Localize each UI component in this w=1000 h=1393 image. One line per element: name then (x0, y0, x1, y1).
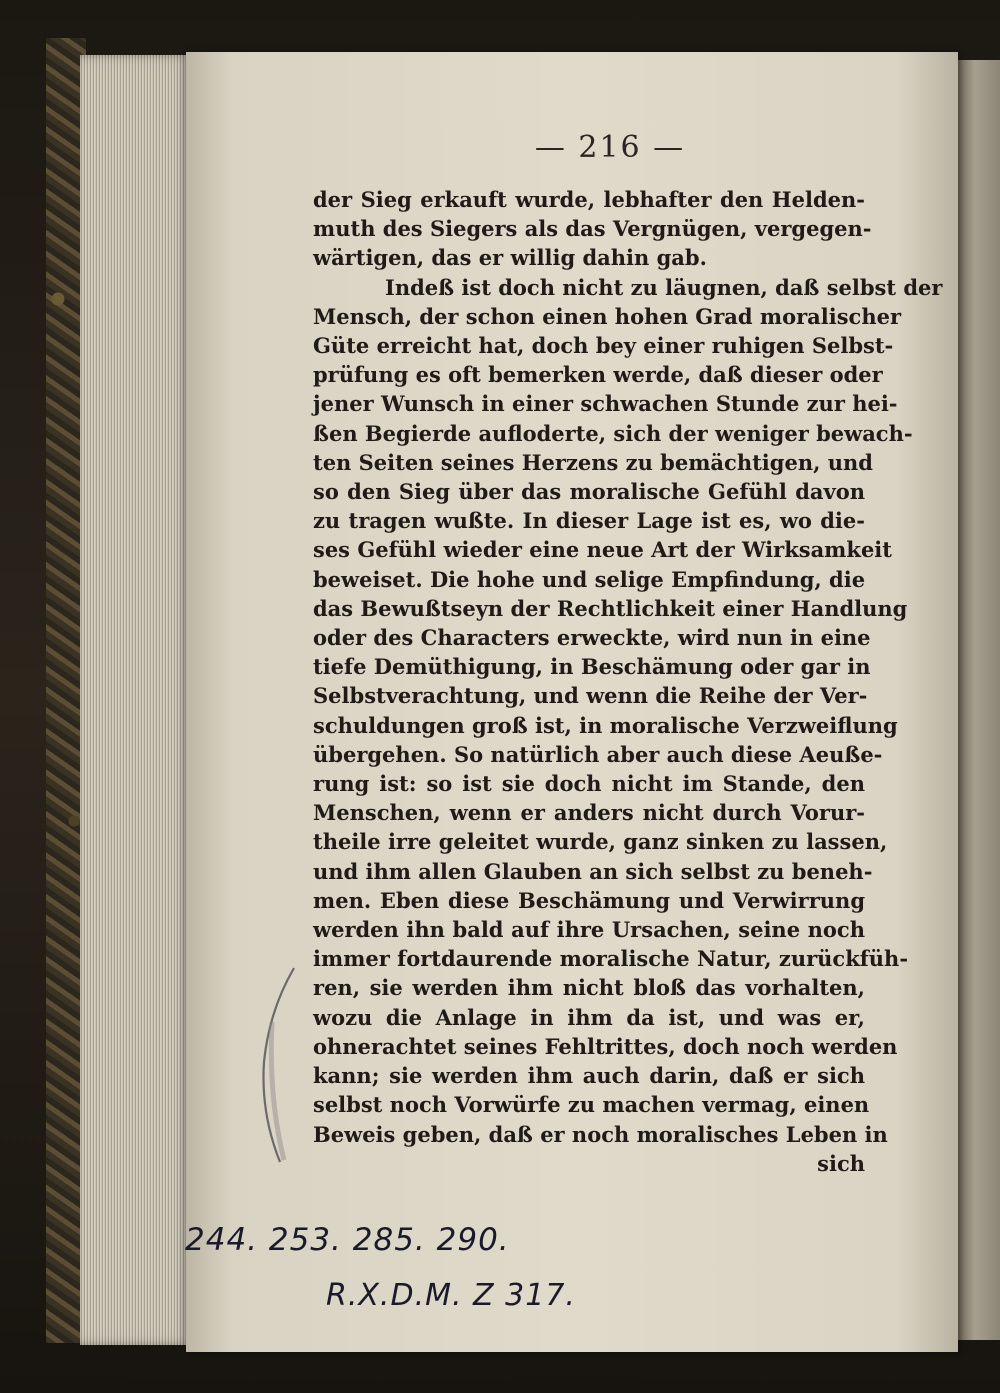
text-line: der Sieg erkauft wurde, lebhafter den Helden- (313, 187, 865, 212)
text-line: übergehen. So natürlich aber auch diese Aeuße- (313, 741, 883, 767)
text-line: oder des Characters erweckte, wird nun in eine (313, 625, 871, 651)
handwritten-note: 244. 253. 285. 290. (185, 1222, 510, 1258)
text-line: Indeß ist doch nicht zu läugnen, daß selbst der (385, 274, 943, 300)
text-line: Mensch, der schon einen hohen Grad moralischer (313, 303, 902, 329)
text-line: tiefe Demüthigung, in Beschämung oder gar in (313, 654, 871, 680)
text-line: Selbstverachtung, und wenn die Reihe der Ver- (313, 683, 868, 709)
text-line: ßen Begierde aufloderte, sich der weniger bewach- (313, 420, 913, 446)
text-line: prüfung es oft bemerken werde, daß dieser oder (313, 362, 883, 388)
text-line: ren, sie werden ihm nicht bloß das vorhalten, (313, 975, 865, 1001)
page-body-text (313, 185, 943, 1178)
page-number: — 216 — (534, 130, 686, 165)
text-line: ohnerachtet seines Fehltrittes, doch noch werden (313, 1033, 898, 1059)
text-line: werden ihn bald auf ihre Ursachen, seine noch (313, 917, 865, 943)
text-line: und ihm allen Glauben an sich selbst zu beneh- (313, 858, 873, 884)
text-line: theile irre geleitet wurde, ganz sinken zu lassen, (313, 829, 888, 855)
handwritten-shelfmark: R.X.D.M. Z 317. (326, 1278, 576, 1313)
text-line: wozu die Anlage in ihm da ist, und was er, (313, 1004, 865, 1030)
text-line: wärtigen, das er willig dahin gab. (313, 245, 707, 271)
facing-page-edge (958, 60, 1000, 1340)
text-line: zu tragen wußte. In dieser Lage ist es, wo die- (313, 508, 865, 534)
text-line: men. Eben diese Beschämung und Verwirrung (313, 887, 865, 913)
text-line: Beweis geben, daß er noch moralisches Leben in (313, 1121, 888, 1147)
text-line: rung ist: so ist sie doch nicht im Stande, den (313, 771, 865, 797)
text-line: ten Seiten seines Herzens zu bemächtigen, und (313, 449, 873, 475)
text-line: schuldungen groß ist, in moralische Verzweiflung (313, 712, 898, 738)
pencil-margin-mark (250, 962, 310, 1172)
text-line: kann; sie werden ihm auch darin, daß er sich (313, 1063, 865, 1089)
text-line: ses Gefühl wieder eine neue Art der Wirksamkeit (313, 537, 892, 563)
text-line: muth des Siegers als das Vergnügen, vergegen- (313, 216, 872, 242)
catchword: sich (817, 1150, 865, 1176)
text-line: Güte erreicht hat, doch bey einer ruhigen Selbst- (313, 333, 894, 359)
text-line: Menschen, wenn er anders nicht durch Vorur- (313, 800, 865, 826)
text-line: beweiset. Die hohe und selige Empfindung, die (313, 566, 866, 592)
text-line: immer fortdaurende moralische Natur, zurückfüh- (313, 946, 909, 972)
text-line: so den Sieg über das moralische Gefühl davon (313, 479, 865, 505)
page-edges (80, 55, 190, 1345)
text-line: selbst noch Vorwürfe zu machen vermag, einen (313, 1092, 870, 1118)
text-line: jener Wunsch in einer schwachen Stunde zur hei- (313, 391, 898, 417)
text-line: das Bewußtseyn der Rechtlichkeit einer Handlung (313, 595, 908, 621)
